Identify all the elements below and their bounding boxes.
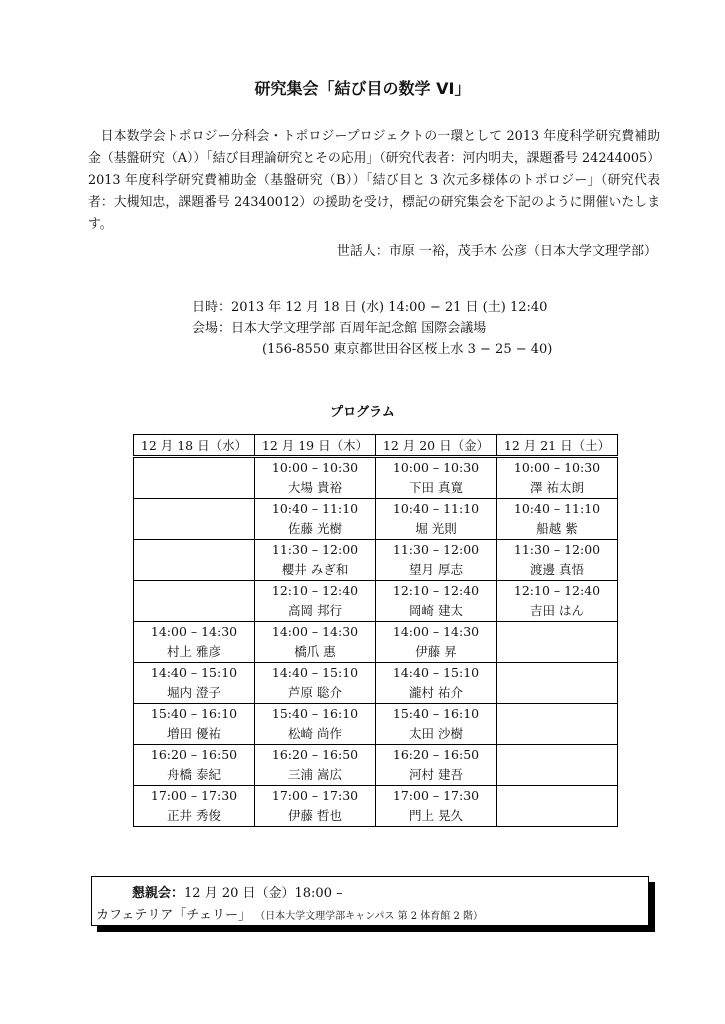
- talk-time: 12:10 – 12:40: [271, 583, 359, 598]
- program-cell: [134, 581, 255, 622]
- program-row: [134, 786, 618, 827]
- party-label: 懇親会：: [132, 886, 185, 901]
- day-header: 12 月 20 日（金）: [376, 435, 497, 457]
- talk-time: 17:00 – 17:30: [271, 788, 359, 803]
- speaker-name: 堀 光則: [415, 521, 457, 536]
- program-header-row: [134, 435, 618, 457]
- program-heading: プログラム: [330, 405, 395, 420]
- program-cell: [255, 581, 376, 622]
- talk-time: 14:40 – 15:10: [271, 665, 359, 680]
- party-place: カフェテリア「チェリー」: [96, 908, 251, 923]
- program-cell: [497, 786, 618, 827]
- program-cell: [134, 622, 255, 663]
- talk-time: 10:00 – 10:30: [271, 460, 359, 475]
- talk-time: 16:20 – 16:50: [271, 747, 359, 762]
- speaker-name: 望月 厚志: [409, 562, 463, 577]
- speaker-name: 岡崎 建太: [409, 603, 463, 618]
- speaker-name: 渡邊 真悟: [530, 562, 584, 577]
- program-cell: [497, 622, 618, 663]
- program-cell: [376, 499, 497, 540]
- speaker-name: 村上 雅彦: [167, 644, 221, 659]
- program-body: [134, 457, 618, 827]
- talk-time: 10:40 – 11:10: [513, 501, 601, 516]
- program-row: [134, 704, 618, 745]
- program-cell: [376, 704, 497, 745]
- speaker-name: 正井 秀俊: [167, 808, 221, 823]
- program-cell: [134, 499, 255, 540]
- talk-time: 17:00 – 17:30: [150, 788, 238, 803]
- program-cell: [134, 540, 255, 581]
- talk-time: 17:00 – 17:30: [392, 788, 480, 803]
- event-info: [192, 297, 552, 360]
- program-cell: [134, 663, 255, 704]
- program-cell: [255, 457, 376, 499]
- program-table: [133, 434, 618, 827]
- program-row: [134, 457, 618, 499]
- program-row: [134, 622, 618, 663]
- talk-time: 15:40 – 16:10: [392, 706, 480, 721]
- intro-paragraph: 日本数学会トポロジー分科会・トポロジープロジェクトの一環として 2013 年度科学研究費補助金（基盤研究（A））「結び目理論研究とその応用」（研究代表者：河内明夫，課題番号 24244005）2013 年度科学研究費補助金（基盤研究（B））「結び目と 3 次元多様体のトポロジー」（研究代表者：大槻知忠，課題番号 24340012）の援助を受け，標記の研究集会を下記のように開催いたします。: [88, 129, 660, 232]
- speaker-name: 伊藤 哲也: [288, 808, 342, 823]
- program-cell: [134, 457, 255, 499]
- speaker-name: 門上 晃久: [409, 808, 463, 823]
- talk-time: 11:30 – 12:00: [513, 542, 601, 557]
- party-datetime: 12 月 20 日（金）18:00 –: [184, 886, 343, 901]
- talk-time: 10:40 – 11:10: [271, 501, 359, 516]
- speaker-name: 佐藤 光樹: [288, 521, 342, 536]
- talk-time: 10:40 – 11:10: [392, 501, 480, 516]
- talk-time: 12:10 – 12:40: [392, 583, 480, 598]
- party-box: [91, 876, 649, 926]
- program-row: [134, 663, 618, 704]
- talk-time: 15:40 – 16:10: [271, 706, 359, 721]
- program-cell: [255, 622, 376, 663]
- program-cell: [255, 663, 376, 704]
- speaker-name: 高岡 邦行: [288, 603, 342, 618]
- speaker-name: 河村 建吾: [409, 767, 463, 782]
- program-cell: [376, 786, 497, 827]
- talk-time: 14:00 – 14:30: [150, 624, 238, 639]
- speaker-name: 大場 貴裕: [288, 480, 342, 495]
- talk-time: 14:40 – 15:10: [150, 665, 238, 680]
- program-row: [134, 540, 618, 581]
- day-header: 12 月 21 日（土）: [497, 435, 618, 457]
- talk-time: 15:40 – 16:10: [150, 706, 238, 721]
- day-header: 12 月 18 日（水）: [134, 435, 255, 457]
- day-header: 12 月 19 日（木）: [255, 435, 376, 457]
- program-cell: [376, 622, 497, 663]
- talk-time: 11:30 – 12:00: [271, 542, 359, 557]
- program-row: [134, 499, 618, 540]
- talk-time: 12:10 – 12:40: [513, 583, 601, 598]
- program-cell: [376, 581, 497, 622]
- speaker-name: 船越 紫: [536, 521, 578, 536]
- party-line: [132, 882, 343, 901]
- program-row: [134, 745, 618, 786]
- speaker-name: 芦原 聡介: [288, 685, 342, 700]
- talk-time: 16:20 – 16:50: [150, 747, 238, 762]
- speaker-name: 澤 祐太朗: [530, 480, 584, 495]
- speaker-name: 下田 真寛: [409, 480, 463, 495]
- party-place-note: （日本大学文理学部キャンパス 第 2 体育館 2 階）: [255, 911, 484, 922]
- program-cell: [376, 457, 497, 499]
- party-place-line: [96, 904, 483, 923]
- program-cell: [134, 745, 255, 786]
- talk-time: 14:00 – 14:30: [392, 624, 480, 639]
- program-cell: [255, 704, 376, 745]
- speaker-name: 松崎 尚作: [288, 726, 342, 741]
- event-address: (156-8550 東京都世田谷区桜上水 3 − 25 − 40): [262, 342, 553, 357]
- program-cell: [376, 745, 497, 786]
- talk-time: 10:00 – 10:30: [392, 460, 480, 475]
- program-cell: [134, 704, 255, 745]
- speaker-name: 増田 優祐: [167, 726, 221, 741]
- program-cell: [134, 786, 255, 827]
- program-cell: [497, 581, 618, 622]
- page-title: 研究集会「結び目の数学 VI」: [254, 79, 471, 98]
- program-cell: [376, 663, 497, 704]
- program-cell: [497, 663, 618, 704]
- speaker-name: 伊藤 昇: [415, 644, 457, 659]
- program-cell: [255, 745, 376, 786]
- program-row: [134, 581, 618, 622]
- program-cell: [497, 704, 618, 745]
- program-cell: [255, 540, 376, 581]
- talk-time: 14:40 – 15:10: [392, 665, 480, 680]
- speaker-name: 舟橋 泰紀: [167, 767, 221, 782]
- program-cell: [376, 540, 497, 581]
- program-cell: [497, 540, 618, 581]
- talk-time: 11:30 – 12:00: [392, 542, 480, 557]
- speaker-name: 橋爪 惠: [294, 644, 336, 659]
- talk-time: 16:20 – 16:50: [392, 747, 480, 762]
- talk-time: 10:00 – 10:30: [513, 460, 601, 475]
- program-cell: [497, 499, 618, 540]
- speaker-name: 櫻井 みぎ和: [281, 562, 349, 577]
- organizers: 世話人：市原 一裕，茂手木 公彦（日本大学文理学部）: [336, 244, 657, 259]
- speaker-name: 吉田 はん: [530, 603, 584, 618]
- program-cell: [497, 745, 618, 786]
- speaker-name: 太田 沙樹: [409, 726, 463, 741]
- event-venue: 会場：日本大学文理学部 百周年記念館 国際会議場: [192, 321, 487, 336]
- speaker-name: 瀧村 祐介: [409, 685, 463, 700]
- event-date: 日時：2013 年 12 月 18 日 (水) 14:00 − 21 日 (土) 12:40: [192, 300, 548, 315]
- program-cell: [497, 457, 618, 499]
- speaker-name: 三浦 嵩広: [288, 767, 342, 782]
- program-cell: [255, 499, 376, 540]
- talk-time: 14:00 – 14:30: [271, 624, 359, 639]
- speaker-name: 堀内 澄子: [167, 685, 221, 700]
- program-cell: [255, 786, 376, 827]
